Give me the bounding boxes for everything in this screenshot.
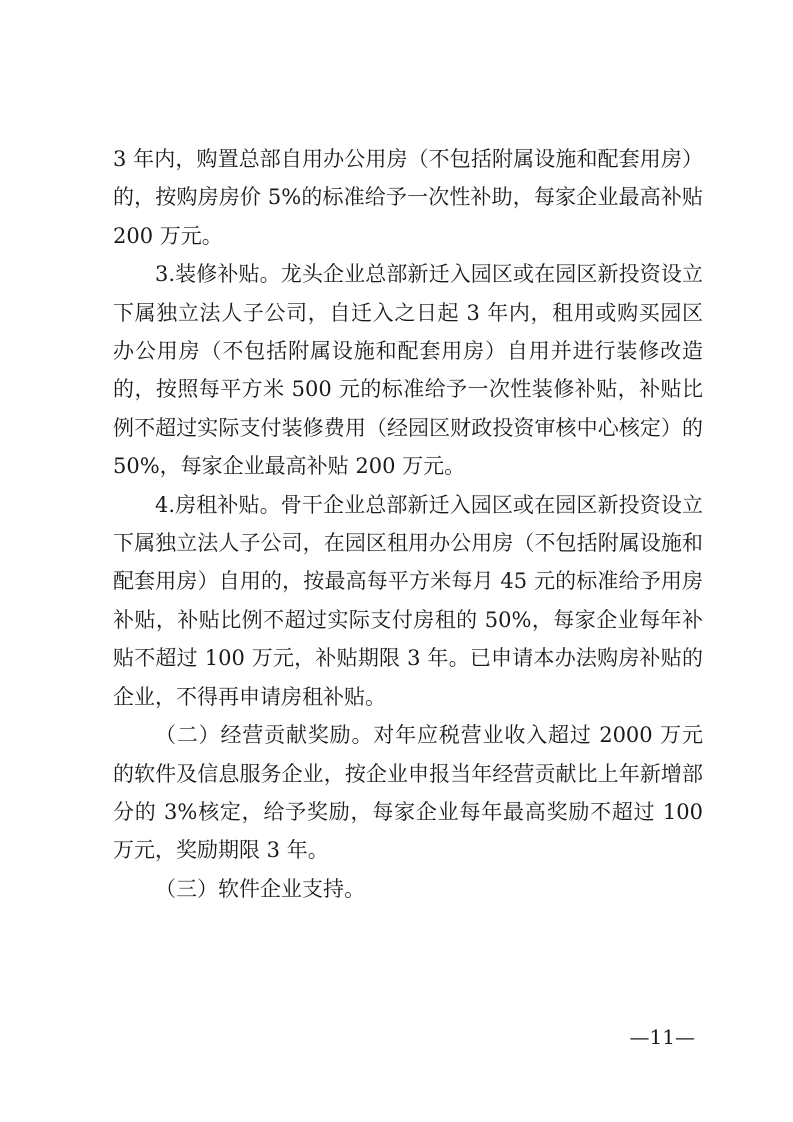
paragraph-operating-contribution-award: （二）经营贡献奖励。对年应税营业收入超过 2000 万元的软件及信息服务企业，按企业申报当年经营贡献比上年新增部分的 3%核定，给予奖励，每家企业每年最高奖励不超过 100 万元，奖励期限 3 年。 (113, 723, 703, 863)
paragraph-software-enterprise-support: （三）软件企业支持。 (155, 876, 365, 901)
paragraph-renovation-subsidy: 3.装修补贴。龙头企业总部新迁入园区或在园区新投资设立下属独立法人子公司，自迁入之日起 3 年内，租用或购买园区办公用房（不包括附属设施和配套用房）自用并进行装修改造的，按照每平方米 500 元的标准给予一次性装修补贴，补贴比例不超过实际支付装修费用（经园区财政投资审核中心核定）的 50%，每家企业最高补贴 200 万元。 (113, 262, 703, 479)
paragraph-rent-subsidy: 4.房租补贴。骨干企业总部新迁入园区或在园区新投资设立下属独立法人子公司，在园区租用办公用房（不包括附属设施和配套用房）自用的，按最高每平方米每月 45 元的标准给予用房补贴，补贴比例不超过实际支付房租的 50%，每家企业每年补贴不超过 100 万元，补贴期限 3 年。已申请本办法购房补贴的企业，不得再申请房租补贴。 (113, 492, 703, 709)
paragraph-continuation: 3 年内，购置总部自用办公用房（不包括附属设施和配套用房）的，按购房房价 5%的标准给予一次性补助，每家企业最高补贴 200 万元。 (113, 147, 703, 248)
document-body (113, 140, 703, 908)
page-number: —11— (629, 1025, 695, 1049)
